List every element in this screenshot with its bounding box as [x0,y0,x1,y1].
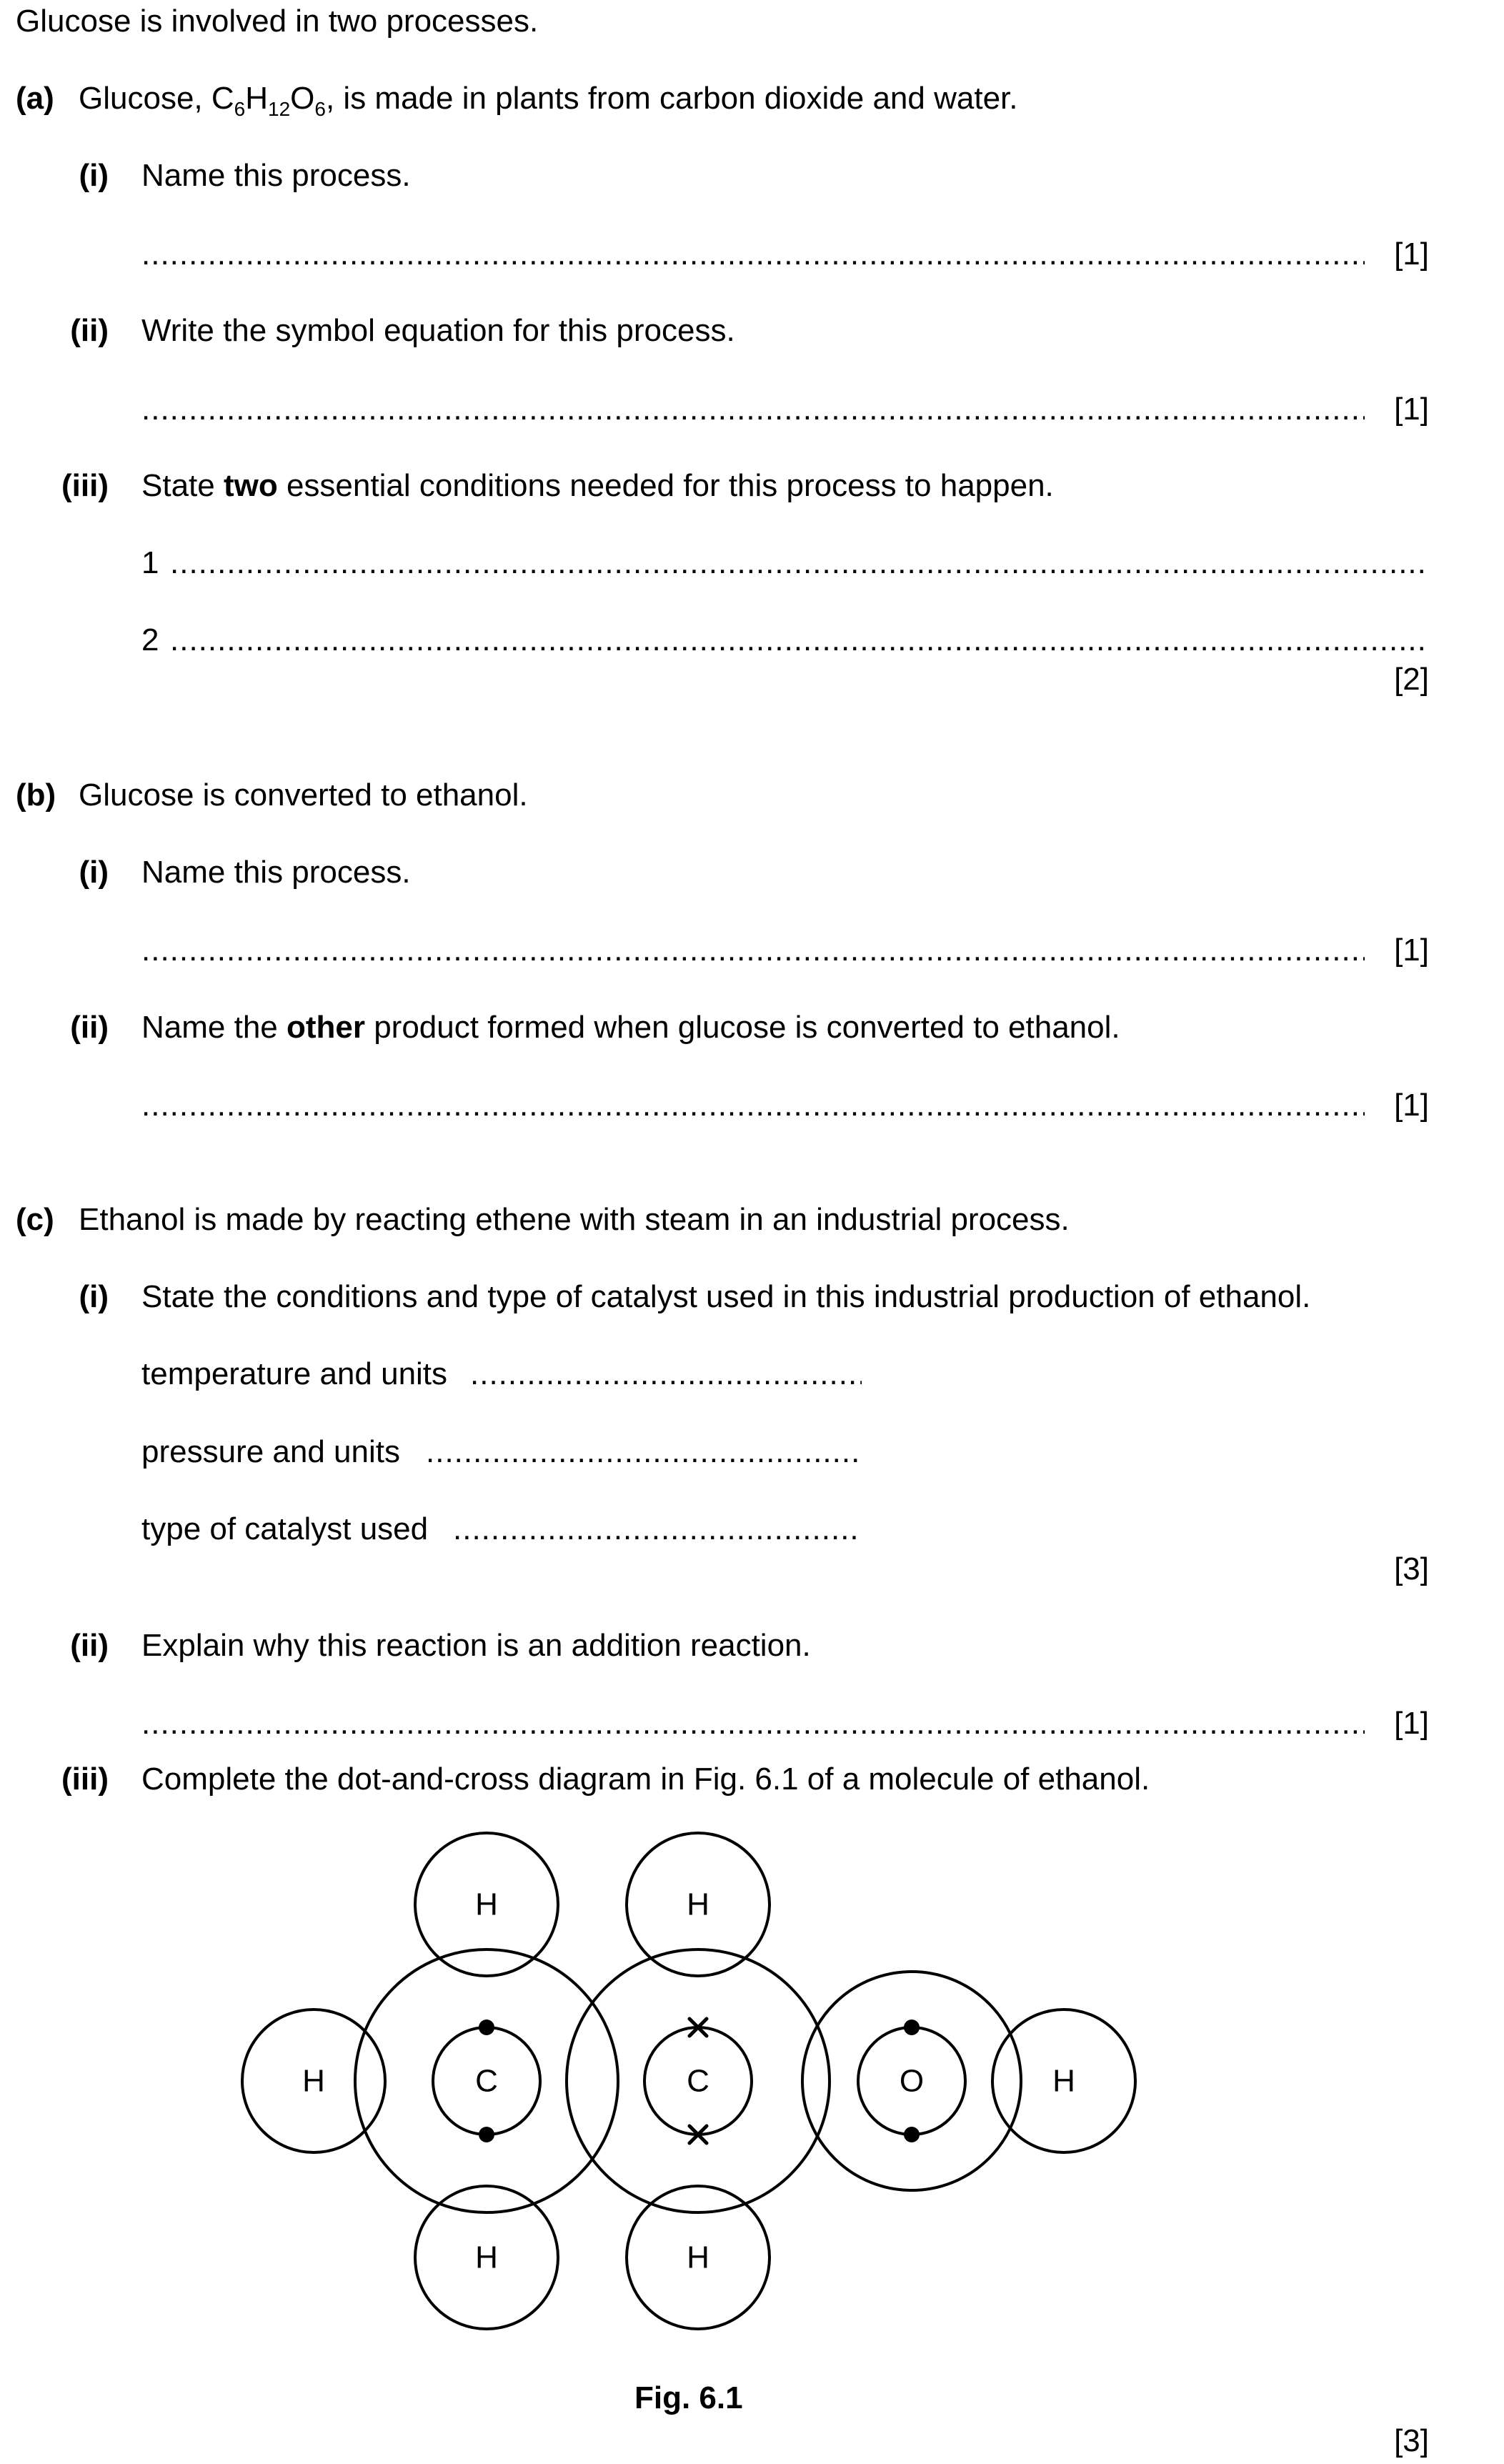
mark-c-i: [3] [1394,1551,1429,1586]
mark-b-i: [1] [1394,933,1429,968]
answer-line-temperature[interactable] [470,1356,862,1393]
answer-line-pressure[interactable] [426,1434,862,1471]
part-c-i-label: (i) [79,1279,109,1314]
catalyst-label: type of catalyst used [141,1511,429,1546]
part-a-ii-label: (ii) [70,313,109,348]
atom-label-h-top1: H [475,1887,498,1922]
answer-line-b-ii[interactable] [141,1087,1365,1124]
part-a-i-label: (i) [79,158,109,193]
answer-line-a-iii-1[interactable] [170,545,1429,582]
electron-dot-c1-top [479,2020,494,2035]
atom-label-h-bottom2: H [687,2240,709,2275]
part-b-ii-label: (ii) [70,1010,109,1045]
mark-b-ii: [1] [1394,1088,1429,1123]
atom-label-c2: C [687,2063,709,2099]
part-c-iii-label: (iii) [61,1762,109,1797]
answer-line-catalyst[interactable] [453,1511,862,1548]
figure-caption: Fig. 6.1 [634,2380,743,2415]
answer-line-a-iii-2[interactable] [170,622,1429,659]
part-c-stem: Ethanol is made by reacting ethene with steam in an industrial process. [79,1202,1070,1237]
atom-label-h-left: H [302,2063,325,2099]
atom-label-h-top2: H [687,1887,709,1922]
part-a-iii-question: State two essential conditions needed for this process to happen. [141,468,1054,503]
mark-c-ii: [1] [1394,1706,1429,1741]
part-b-i-label: (i) [79,855,109,890]
mark-c-iii: [3] [1394,2423,1429,2458]
temperature-label: temperature and units [141,1356,448,1391]
part-c-iii-question: Complete the dot-and-cross diagram in Fig. 6.1 of a molecule of ethanol. [141,1762,1150,1797]
answer-line-a-ii[interactable] [141,391,1365,428]
part-b-ii-question: Name the other product formed when glucose is converted to ethanol. [141,1010,1120,1045]
answer-line-b-i[interactable] [141,932,1365,969]
atom-label-h-right: H [1052,2063,1075,2099]
part-c-label: (c) [16,1202,54,1237]
electron-dot-o-bottom [904,2127,920,2142]
part-b-stem: Glucose is converted to ethanol. [79,778,528,813]
part-c-ii-label: (ii) [70,1628,109,1663]
part-a-stem: Glucose, $C_6H_{12}O_6$, is made in plants from carbon dioxide and water. [79,81,1018,120]
part-c-ii-question: Explain why this reaction is an addition reaction. [141,1628,811,1663]
part-a-iii-label: (iii) [61,468,109,503]
condition-1-number: 1 [141,545,159,580]
part-a-label: (a) [16,81,54,116]
atom-label-h-bottom1: H [475,2240,498,2275]
condition-2-number: 2 [141,622,159,657]
answer-line-a-i[interactable] [141,236,1365,273]
part-a-ii-question: Write the symbol equation for this process. [141,313,735,348]
electron-dot-o-top [904,2020,920,2035]
part-c-i-question: State the conditions and type of catalyst used in this industrial production of ethanol. [141,1279,1311,1314]
pressure-label: pressure and units [141,1434,400,1469]
answer-line-c-ii[interactable] [141,1705,1365,1742]
part-a-i-question: Name this process. [141,158,411,193]
mark-a-i: [1] [1394,237,1429,272]
atom-label-o: O [899,2063,925,2099]
electron-dot-c1-bottom [479,2127,494,2142]
dot-and-cross-diagram[interactable] [214,1815,1157,2358]
part-b-label: (b) [16,778,56,813]
question-intro: Glucose is involved in two processes. [16,4,539,39]
atom-label-c1: C [475,2063,498,2099]
part-b-i-question: Name this process. [141,855,411,890]
mark-a-iii: [2] [1394,662,1429,697]
mark-a-ii: [1] [1394,392,1429,427]
